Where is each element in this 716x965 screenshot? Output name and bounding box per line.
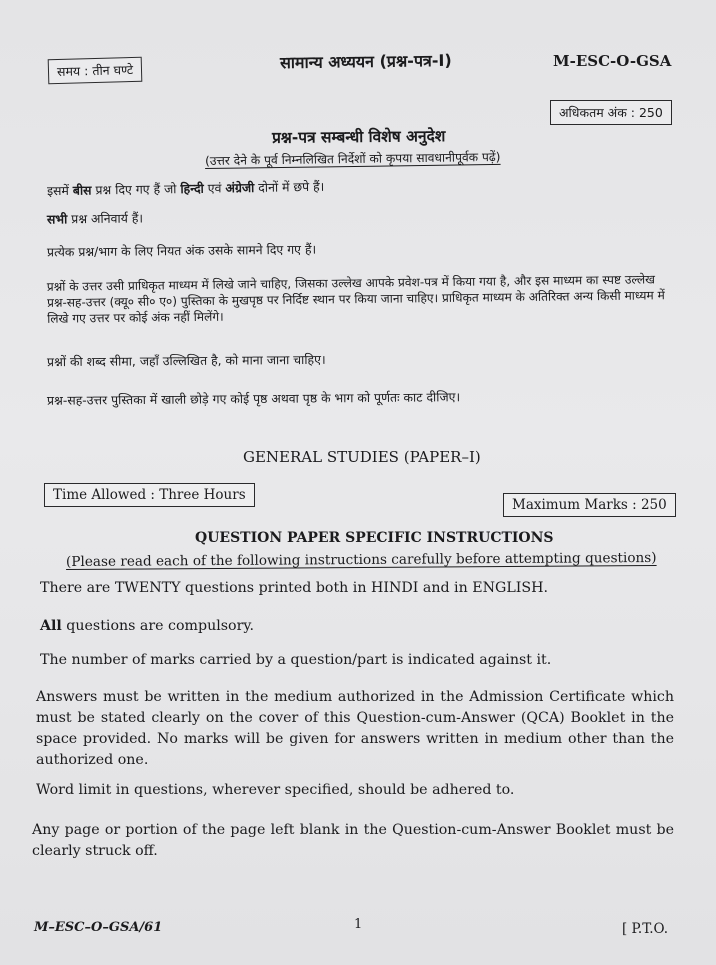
english-subheading: (Please read each of the following instructions carefully before attempting questions) bbox=[65, 549, 657, 571]
text: दोनों में छपे हैं। bbox=[254, 178, 325, 195]
time-allowed: Time Allowed : Three Hours bbox=[53, 487, 246, 503]
hindi-heading: प्रश्न-पत्र सम्बन्धी विशेष अनुदेश bbox=[271, 127, 446, 147]
pto-label: [ P.T.O. bbox=[622, 921, 669, 937]
text: एवं bbox=[203, 180, 226, 196]
hindi-instruction-4: प्रश्नों के उत्तर उसी प्राधिकृत माध्यम में लिखे जाने चाहिए, जिसका उल्लेख आपके प्रवेश-पत्र में किया गया है, और इस माध्यम का स्पष्ट उल्लेख प्रश्न-सह-उत्तर (क्यू० सी० ए०) पुस्तिका के मुखपृष्ठ पर निर्दिष्ट स्थान पर किया जाना चाहिए। प्राधिकृत माध्यम के अतिरिक्त अन्य किसी माध्यम में लिखे गए उत्तर पर कोई अंक नहीं मिलेंगे। bbox=[46, 272, 665, 326]
page-number: 1 bbox=[354, 917, 363, 932]
english-paper-title: GENERAL STUDIES (PAPER–I) bbox=[243, 448, 481, 466]
text-bold: सभी bbox=[46, 211, 68, 227]
hindi-instruction-1 bbox=[47, 178, 325, 199]
english-instruction-3: The number of marks carried by a question/part is indicated against it. bbox=[40, 652, 552, 668]
time-allowed-hindi-box bbox=[48, 57, 143, 84]
english-heading: QUESTION PAPER SPECIFIC INSTRUCTIONS bbox=[195, 530, 554, 546]
time-allowed-box bbox=[44, 483, 255, 507]
text-bold: हिन्दी bbox=[180, 180, 204, 197]
max-marks-hindi: अधिकतम अंक : 250 bbox=[559, 105, 663, 120]
hindi-instruction-3: प्रत्येक प्रश्न/भाग के लिए नियत अंक उसके सामने दिए गए हैं। bbox=[46, 241, 317, 260]
footer-code: M–ESC–O–GSA/61 bbox=[34, 920, 163, 935]
text: इसमें bbox=[46, 182, 73, 199]
max-marks-box bbox=[503, 493, 676, 517]
text: questions are compulsory. bbox=[61, 618, 254, 634]
hindi-instruction-5: प्रश्नों की शब्द सीमा, जहाँ उल्लिखित है, को माना जाना चाहिए। bbox=[46, 351, 326, 370]
text-bold: अंग्रेजी bbox=[225, 179, 255, 196]
paper-code: M-ESC-O-GSA bbox=[553, 52, 672, 70]
text: प्रश्न दिए गए हैं जो bbox=[91, 181, 181, 198]
english-instruction-6: Any page or portion of the page left blank in the Question-cum-Answer Booklet must be clearly struck off. bbox=[32, 822, 674, 859]
text-bold: बीस bbox=[72, 182, 92, 198]
english-instruction-5: Word limit in questions, wherever specified, should be adhered to. bbox=[36, 782, 515, 798]
english-instruction-1: There are TWENTY questions printed both in HINDI and in ENGLISH. bbox=[40, 580, 548, 596]
hindi-instruction-2 bbox=[47, 209, 143, 227]
max-marks: Maximum Marks : 250 bbox=[512, 497, 667, 513]
hindi-subheading: (उत्तर देने के पूर्व निम्नलिखित निर्देशों को कृपया सावधानीपूर्वक पढ़ें) bbox=[204, 149, 501, 169]
max-marks-hindi-box bbox=[550, 100, 672, 125]
text-bold: All bbox=[40, 618, 62, 634]
english-instruction-2 bbox=[40, 618, 254, 634]
paper-title-hindi: सामान्य अध्ययन (प्रश्न-पत्र-I) bbox=[279, 50, 452, 73]
text: प्रश्न अनिवार्य हैं। bbox=[67, 210, 144, 227]
english-instruction-4: Answers must be written in the medium authorized in the Admission Certificate which must be stated clearly on the cover of this Question-cum-Answer (QCA) Booklet in the space provided. No marks will be given for answers written in medium other than the authorized one. bbox=[36, 689, 674, 768]
time-allowed-hindi: समय : तीन घण्टे bbox=[56, 62, 134, 79]
hindi-instruction-6: प्रश्न-सह-उत्तर पुस्तिका में खाली छोड़े गए कोई पृष्ठ अथवा पृष्ठ के भाग को पूर्णतः काट दीजिए। bbox=[46, 389, 461, 408]
